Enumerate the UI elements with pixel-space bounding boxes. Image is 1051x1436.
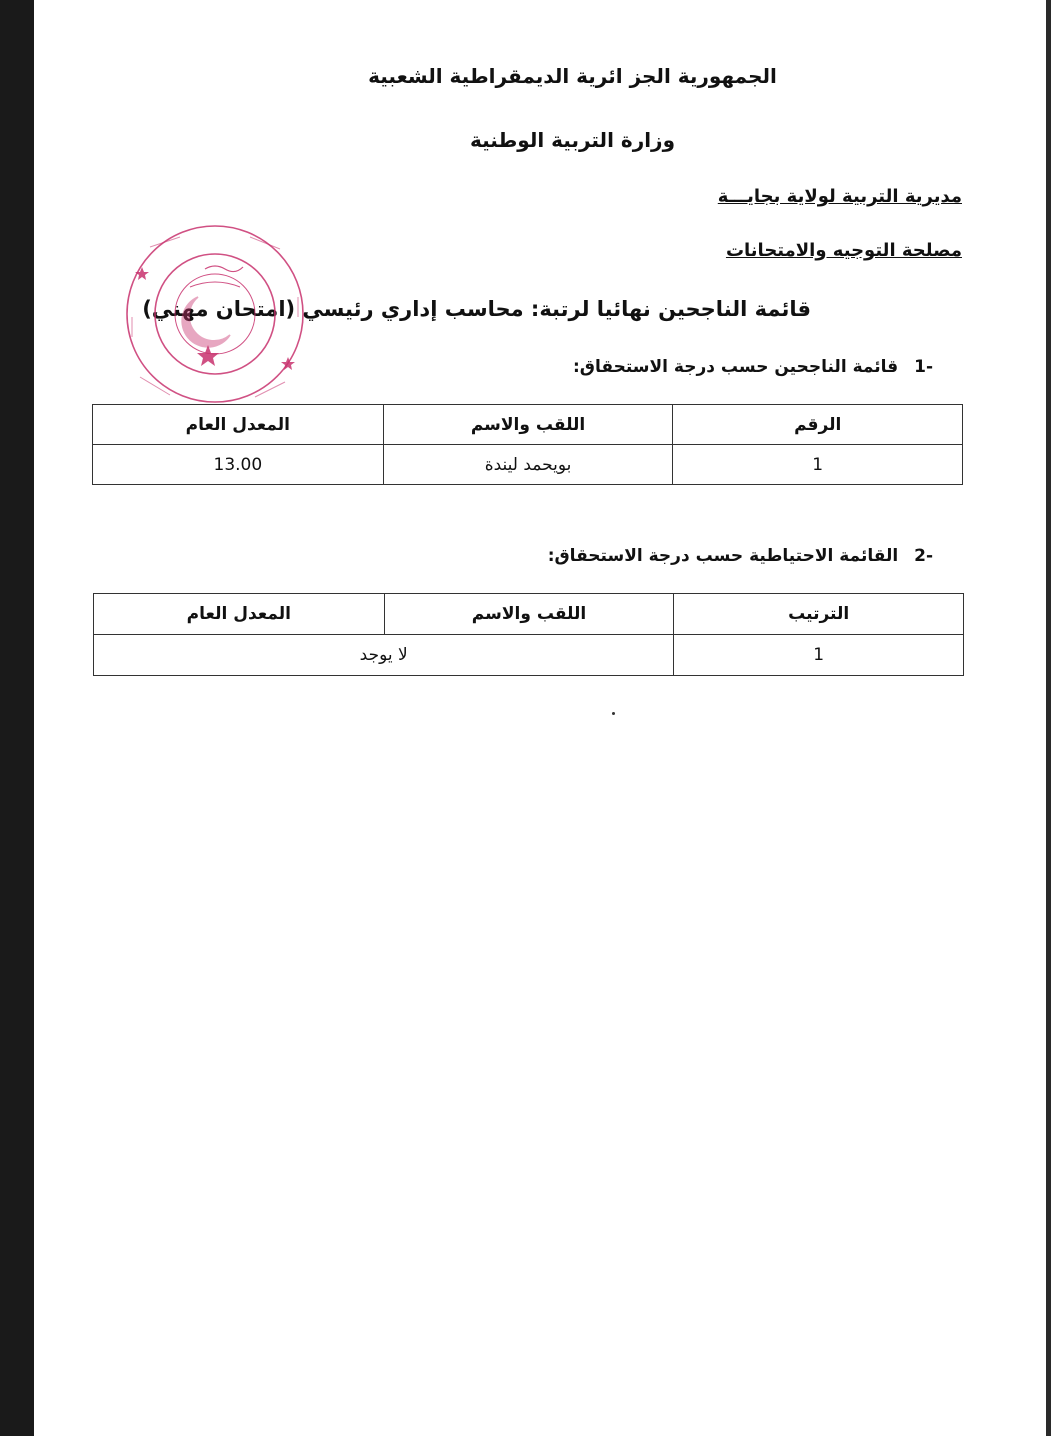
col-header-average: المعدل العام (94, 594, 385, 635)
section-2-heading (548, 546, 933, 566)
cell-rank: 1 (674, 635, 964, 676)
col-header-name: اللقب والاسم (384, 594, 674, 635)
passed-candidates-table (92, 404, 963, 485)
table-header-row (94, 594, 964, 635)
table-row (93, 445, 963, 485)
section-1-heading (573, 357, 933, 377)
cell-none-note: لا يوجد (94, 635, 674, 676)
document-title: قائمة الناجحين نهائيا لرتبة: محاسب إداري رئيسي (امتحان مهني) (142, 297, 811, 321)
section-2-text: القائمة الاحتياطية حسب درجة الاستحقاق: (547, 546, 899, 566)
ministry-heading: وزارة التربية الوطنية (469, 128, 676, 152)
col-header-name: اللقب والاسم (383, 405, 673, 445)
stamp-seal-icon (120, 217, 310, 412)
table-row (94, 635, 964, 676)
document-page (34, 0, 1051, 1436)
col-header-rank: الرقم (673, 405, 963, 445)
service-heading: مصلحة التوجيه والامتحانات (725, 240, 962, 261)
section-1-text: قائمة الناجحين حسب درجة الاستحقاق: (572, 357, 899, 377)
col-header-order: الترتيب (674, 594, 964, 635)
page-edge (1046, 0, 1051, 1436)
section-1-number: -1 (914, 357, 933, 377)
reserve-list-table (93, 593, 964, 676)
cell-average: 13.00 (93, 445, 384, 485)
page-speck (612, 712, 615, 715)
official-stamp (120, 217, 310, 412)
cell-name: بويحمد ليندة (383, 445, 673, 485)
republic-heading: الجمهورية الجز ائرية الديمقراطية الشعبية (368, 64, 777, 88)
directorate-heading: مديرية التربية لولاية بجايـــة (717, 186, 962, 207)
section-2-number: -2 (914, 546, 933, 566)
cell-rank: 1 (673, 445, 963, 485)
col-header-average: المعدل العام (93, 405, 384, 445)
